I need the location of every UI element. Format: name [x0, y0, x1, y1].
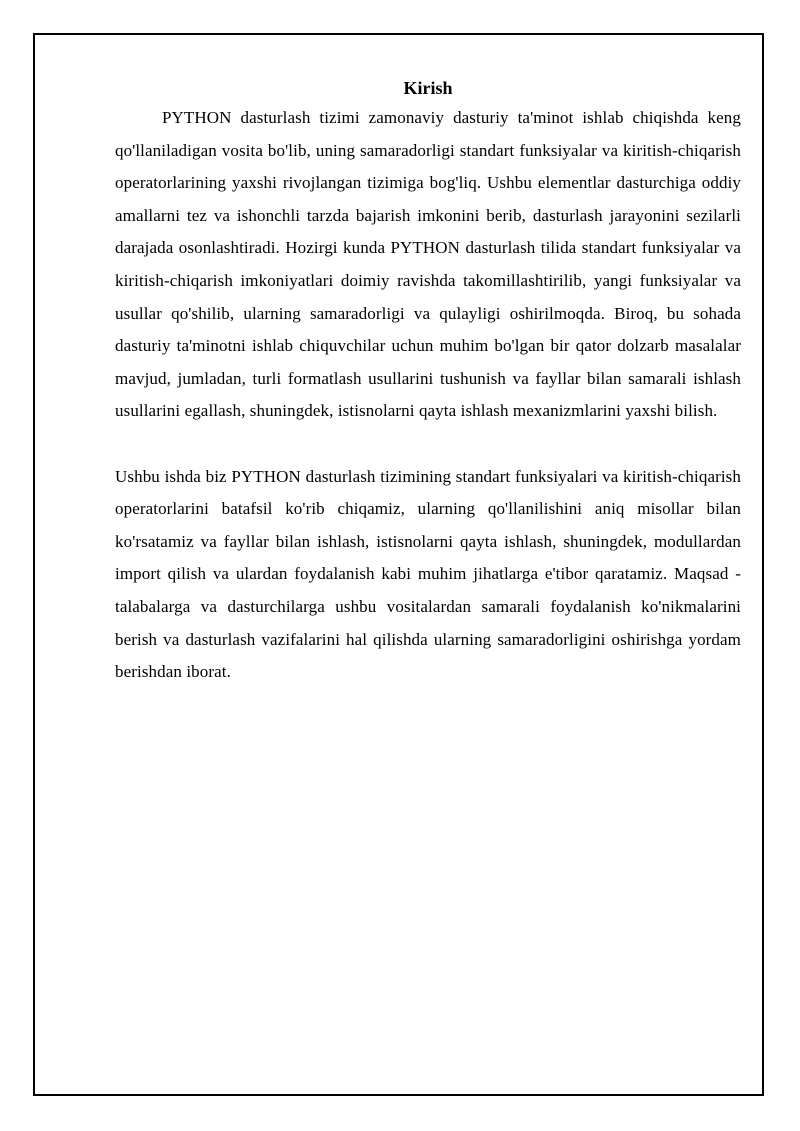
paragraph-purpose: Ushbu ishda biz PYTHON dasturlash tizimining standart funksiyalari va kiritish-chiqarish operatorlarini batafsil ko'rib chiqamiz, ularning qo'llanilishini aniq misollar bilan ko'rsatamiz va fayllar bilan ishlash, istisnolarni qayta ishlash, shuningdek, modullardan import qilish va ulardan foydalanish kabi muhim jihatlarga e'tibor qaratamiz. Maqsad - talabalarga va dasturchilarga ushbu vositalardan samarali foydalanish ko'nikmalarini berish va dasturlash vazifalarini hal qilishda ularning samaradorligini oshirishga yordam berishdan iborat. — [115, 466, 741, 682]
document-body — [115, 74, 741, 689]
paragraph-intro: PYTHON dasturlash tizimi zamonaviy dasturiy ta'minot ishlab chiqishda keng qo'llaniladigan vosita bo'lib, uning samaradorligi standart funksiyalar va kiritish-chiqarish operatorlarining yaxshi rivojlangan tizimiga bog'liq. Ushbu elementlar dasturchiga oddiy amallarni tez va ishonchli tarzda bajarish imkonini berib, dasturlash jarayonini sezilarli darajada osonlashtiradi. Hozirgi kunda PYTHON dasturlash tilida standart funksiyalar va kiritish-chiqarish imkoniyatlari doimiy ravishda takomillashtirilib, yangi funksiyalar va usullar qo'shilib, ularning samaradorligi va qulayligi oshirilmoqda. Biroq, bu sohada dasturiy ta'minotni ishlab chiquvchilar uchun muhim bo'lgan bir qator dolzarb masalalar mavjud, jumladan, turli formatlash usullarini tushunish va fayllar bilan samarali ishlash usullarini egallash, shuningdek, istisnolarni qayta ishlash mexanizmlarini yaxshi bilish. — [115, 108, 741, 421]
document-title: Kirish — [403, 78, 453, 98]
